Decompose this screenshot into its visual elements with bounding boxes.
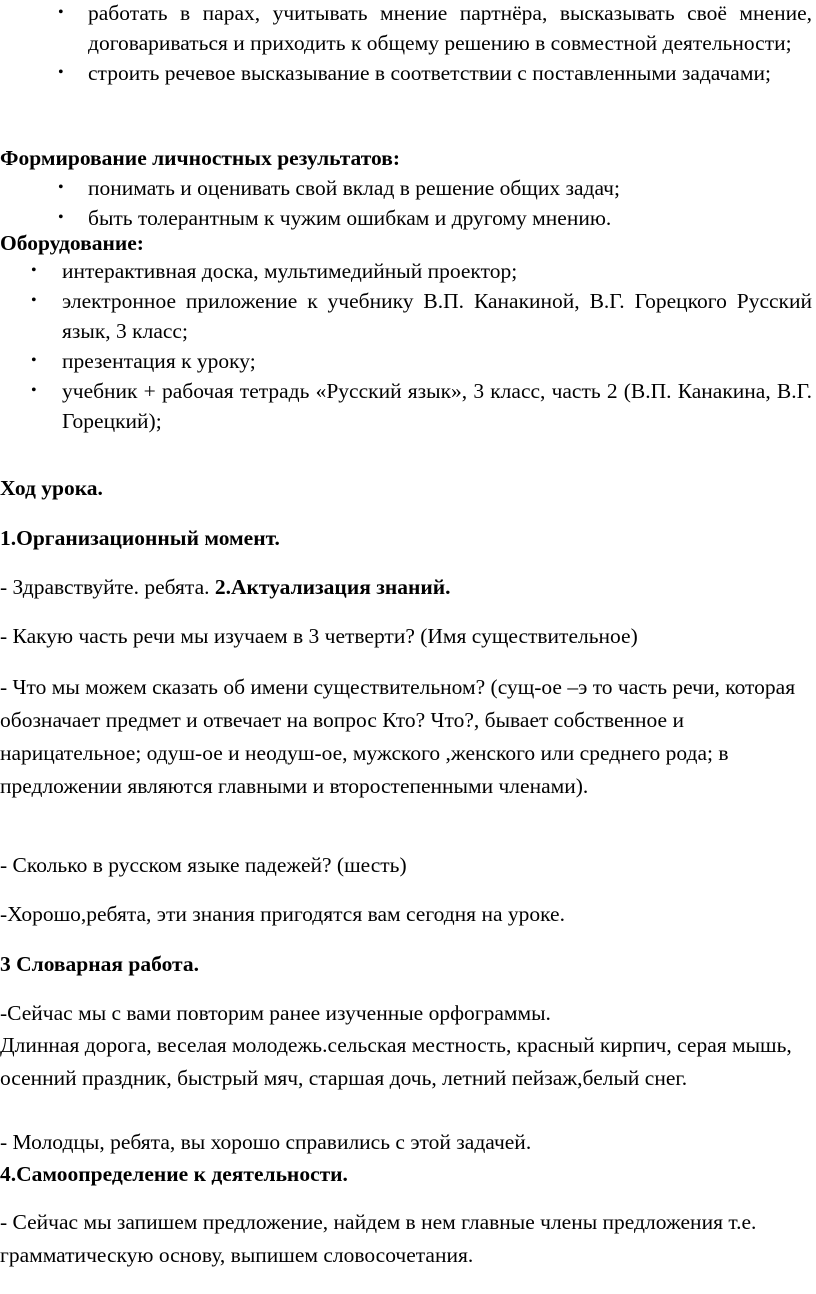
stage2-heading: 2.Актуализация знаний.: [214, 575, 451, 599]
list-item: • презентация к уроку;: [0, 346, 816, 376]
greeting-text: - Здравствуйте. ребята.: [0, 575, 210, 599]
personal-results-heading: Формирование личностных результатов:: [0, 146, 401, 170]
communicative-results-list: [0, 0, 816, 88]
list-item: • работать в парах, учитывать мнение партнёра, высказывать своё мнение, договариваться и приходить к общему решению в совместной деятельности;: [0, 0, 816, 58]
stage3-heading: 3 Словарная работа.: [0, 952, 199, 976]
praise-1: -Хорошо,ребята, эти знания пригодятся вам сегодня на уроке.: [0, 902, 565, 926]
question-1: - Какую часть речи мы изучаем в 3 четверти? (Имя существительное): [0, 624, 638, 648]
praise-2: - Молодцы, ребята, вы хорошо справились с этой задачей.: [0, 1130, 532, 1154]
question-2: - Что мы можем сказать об имени существительном? (сущ-ое –э то часть речи, которая обозначает предмет и отвечает на вопрос Кто? Что?, бывает собственное и нарицательное; одуш-ое и неодуш-ое, мужского ,женского или среднего рода; в предложении являются главными и второстепенными членами).: [0, 675, 796, 798]
personal-results-list: [0, 173, 816, 233]
lesson-heading: Ход урока.: [0, 476, 103, 500]
list-item: • учебник + рабочая тетрадь «Русский язык», 3 класс, часть 2 (В.П. Канакина, В.Г. Горецкий);: [0, 376, 816, 436]
stage1-heading: 1.Организационный момент.: [0, 526, 280, 550]
equipment-heading: Оборудование:: [0, 231, 144, 255]
equipment-list: [0, 256, 816, 436]
list-item: • строить речевое высказывание в соответствии с поставленными задачами;: [0, 58, 816, 88]
list-item: • интерактивная доска, мультимедийный проектор;: [0, 256, 816, 286]
list-item: • быть толерантным к чужим ошибкам и другому мнению.: [0, 203, 816, 233]
task-text: - Сейчас мы запишем предложение, найдем в нем главные члены предложения т.е. грамматическую основу, выпишем словосочетания.: [0, 1210, 757, 1267]
question-3: - Сколько в русском языке падежей? (шесть): [0, 853, 407, 877]
greeting-line: [0, 572, 812, 602]
list-item: • понимать и оценивать свой вклад в решение общих задач;: [0, 173, 816, 203]
vocab-intro: -Сейчас мы с вами повторим ранее изученные орфограммы.: [0, 1001, 551, 1025]
list-item: • электронное приложение к учебнику В.П. Канакиной, В.Г. Горецкого Русский язык, 3 класс;: [0, 286, 816, 346]
vocab-words: Длинная дорога, веселая молодежь.сельская местность, красный кирпич, серая мышь, осенний праздник, быстрый мяч, старшая дочь, летний пейзаж,белый снег.: [0, 1033, 792, 1090]
stage4-heading: 4.Самоопределение к деятельности.: [0, 1162, 348, 1186]
